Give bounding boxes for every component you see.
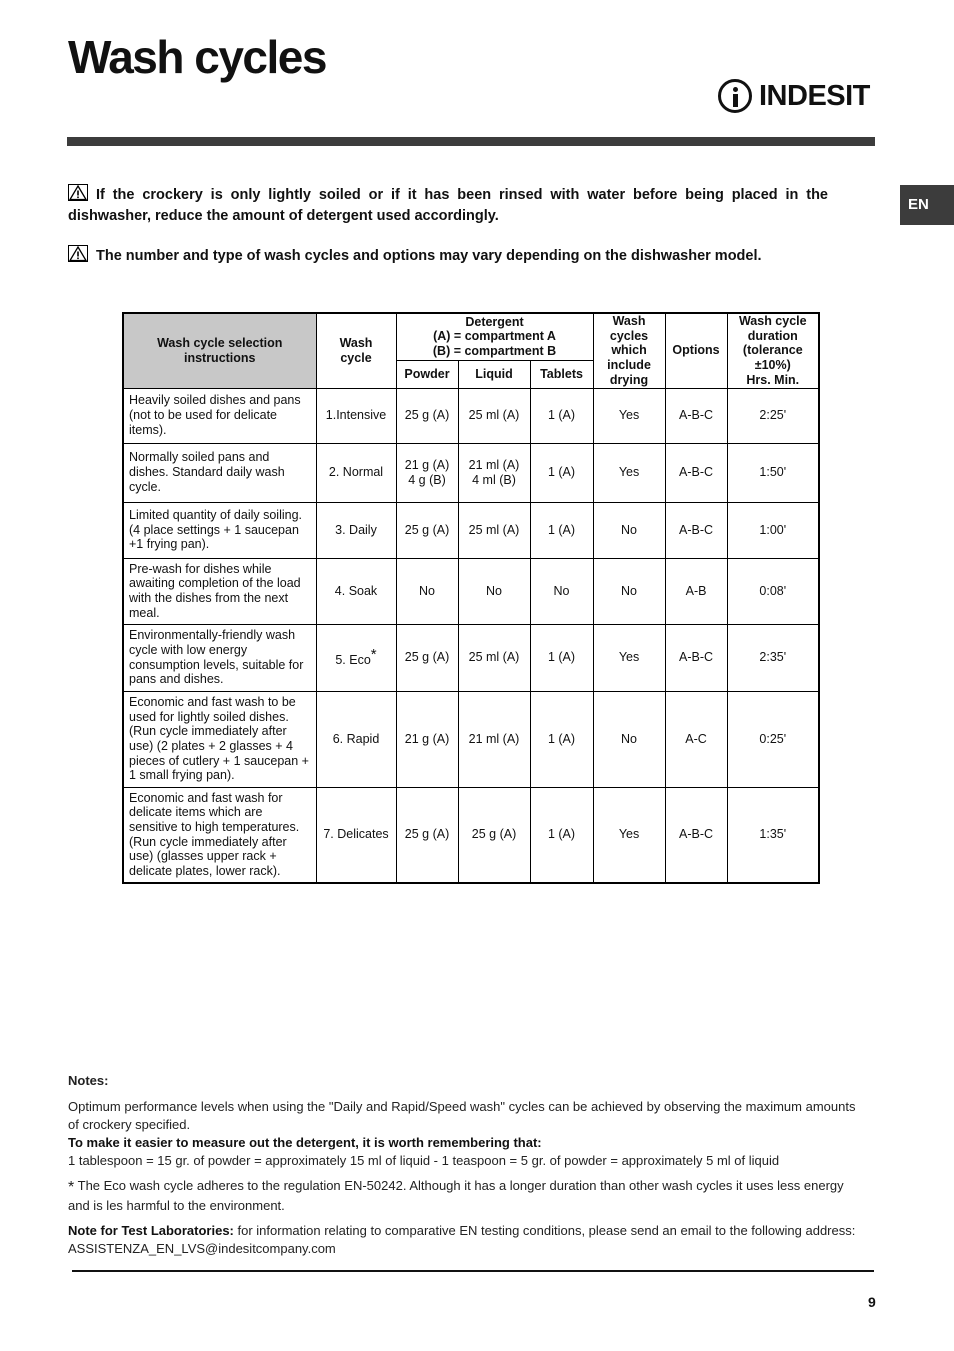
cell-powder: 21 g (A)	[396, 691, 458, 787]
notes-title: Notes:	[68, 1073, 109, 1088]
cell-drying: No	[593, 558, 665, 624]
cell-drying: No	[593, 691, 665, 787]
table-row	[123, 443, 819, 502]
header-tablets: Tablets	[530, 360, 593, 388]
header-liquid: Liquid	[458, 360, 530, 388]
cell-options: A-B-C	[665, 787, 727, 883]
cell-options: A-B-C	[665, 624, 727, 691]
cell-duration: 1:35'	[727, 787, 819, 883]
cell-tablets: 1 (A)	[530, 443, 593, 502]
notes-eco: * The Eco wash cycle adheres to the regulation EN-50242. Although it has a longer duration than other wash cycles it uses less energy and is les harmful to the environment.	[68, 1178, 844, 1213]
cell-tablets: 1 (A)	[530, 388, 593, 443]
cell-liquid: 25 g (A)	[458, 787, 530, 883]
cell-cycle: 2. Normal	[316, 443, 396, 502]
cell-cycle: 3. Daily	[316, 502, 396, 558]
warning-text: The number and type of wash cycles and options may vary depending on the dishwasher model.	[96, 248, 762, 264]
cell-cycle: 5. Eco*	[316, 624, 396, 691]
header-wash-cycle: Wash cycle	[316, 313, 396, 388]
table-row	[123, 624, 819, 691]
wash-cycles-table	[122, 312, 820, 884]
footer-divider	[72, 1270, 874, 1272]
cell-tablets: 1 (A)	[530, 624, 593, 691]
cell-instructions: Economic and fast wash to be used for lightly soiled dishes. (Run cycle immediately after use) (2 plates + 2 glasses + 4 pieces of cutlery + 1 saucepan + 1 small frying pan).	[123, 691, 316, 787]
notes-performance: Optimum performance levels when using the "Daily and Rapid/Speed wash" cycles can be achieved by observing the maximum amounts of crockery specified.	[68, 1099, 856, 1132]
page-title: Wash cycles	[68, 31, 326, 83]
footnote-marker: *	[370, 645, 377, 663]
cell-powder: 25 g (A)	[396, 388, 458, 443]
cell-options: A-B-C	[665, 502, 727, 558]
cell-liquid: 21 ml (A) 4 ml (B)	[458, 443, 530, 502]
warning-triangle-icon	[68, 245, 88, 268]
cell-powder: 25 g (A)	[396, 502, 458, 558]
cell-drying: Yes	[593, 787, 665, 883]
notes-test-laboratories: Note for Test Laboratories: for information relating to comparative EN testing conditions, please send an email to the following address: ASSISTENZA_EN_LVS@indesitcompany.com	[68, 1223, 856, 1256]
notes-measure-heading: To make it easier to measure out the detergent, it is worth remembering that:	[68, 1135, 542, 1150]
cell-liquid: No	[458, 558, 530, 624]
table-row	[123, 502, 819, 558]
page-number: 9	[868, 1294, 876, 1310]
cell-duration: 0:25'	[727, 691, 819, 787]
warning-lightly-soiled	[68, 184, 828, 226]
cell-instructions: Limited quantity of daily soiling. (4 place settings + 1 saucepan +1 frying pan).	[123, 502, 316, 558]
cell-liquid: 25 ml (A)	[458, 624, 530, 691]
warning-model-variation	[68, 245, 838, 268]
cell-duration: 0:08'	[727, 558, 819, 624]
table-row	[123, 691, 819, 787]
table-row	[123, 787, 819, 883]
cell-options: A-B	[665, 558, 727, 624]
cell-liquid: 21 ml (A)	[458, 691, 530, 787]
cell-options: A-C	[665, 691, 727, 787]
language-tab: EN	[900, 185, 954, 225]
cell-options: A-B-C	[665, 443, 727, 502]
cell-duration: 1:00'	[727, 502, 819, 558]
header-instructions: Wash cycle selection instructions	[123, 313, 316, 388]
header-drying: Wash cycles which include drying	[593, 313, 665, 388]
cell-instructions: Environmentally-friendly wash cycle with low energy consumption levels, suitable for pans and dishes.	[123, 624, 316, 691]
cell-options: A-B-C	[665, 388, 727, 443]
cell-cycle: 4. Soak	[316, 558, 396, 624]
cell-cycle: 7. Delicates	[316, 787, 396, 883]
footnote-marker: *	[68, 1179, 75, 1196]
cell-tablets: 1 (A)	[530, 691, 593, 787]
cell-powder: 25 g (A)	[396, 624, 458, 691]
brand-logo	[718, 76, 870, 116]
cell-tablets: 1 (A)	[530, 502, 593, 558]
warning-triangle-icon	[68, 184, 88, 207]
cell-drying: Yes	[593, 624, 665, 691]
cell-instructions: Heavily soiled dishes and pans (not to be used for delicate items).	[123, 388, 316, 443]
cell-tablets: 1 (A)	[530, 787, 593, 883]
cell-liquid: 25 ml (A)	[458, 388, 530, 443]
header-options: Options	[665, 313, 727, 388]
cell-cycle: 6. Rapid	[316, 691, 396, 787]
header-duration: Wash cycle duration (tolerance ±10%) Hrs. Min.	[727, 313, 819, 388]
notes-measure-conversion: 1 tablespoon = 15 gr. of powder = approximately 15 ml of liquid - 1 teaspoon = 5 gr. of powder = approximately 5 ml of liquid	[68, 1153, 780, 1168]
cell-duration: 1:50'	[727, 443, 819, 502]
notes-section	[68, 1072, 858, 1258]
header-detergent: Detergent (A) = compartment A (B) = compartment B	[396, 313, 593, 360]
cell-duration: 2:35'	[727, 624, 819, 691]
table-row	[123, 388, 819, 443]
cell-powder: 25 g (A)	[396, 787, 458, 883]
cell-drying: Yes	[593, 443, 665, 502]
cell-powder: No	[396, 558, 458, 624]
warning-text: If the crockery is only lightly soiled or if it has been rinsed with water before being placed in the dishwasher, reduce the amount of detergent used accordingly.	[68, 187, 828, 224]
cell-duration: 2:25'	[727, 388, 819, 443]
cell-powder: 21 g (A) 4 g (B)	[396, 443, 458, 502]
header-divider	[67, 137, 875, 146]
indesit-logo-icon	[718, 79, 752, 113]
cell-instructions: Economic and fast wash for delicate items which are sensitive to high temperatures. (Run cycle immediately after use) (glasses upper rack + delicate plates, lower rack).	[123, 787, 316, 883]
table-row	[123, 558, 819, 624]
cell-instructions: Pre-wash for dishes while awaiting completion of the load with the dishes from the next meal.	[123, 558, 316, 624]
cell-drying: No	[593, 502, 665, 558]
cell-instructions: Normally soiled pans and dishes. Standard daily wash cycle.	[123, 443, 316, 502]
cell-tablets: No	[530, 558, 593, 624]
cell-cycle: 1.Intensive	[316, 388, 396, 443]
brand-logo-text: INDESIT	[759, 79, 870, 112]
cell-drying: Yes	[593, 388, 665, 443]
cell-liquid: 25 ml (A)	[458, 502, 530, 558]
header-powder: Powder	[396, 360, 458, 388]
